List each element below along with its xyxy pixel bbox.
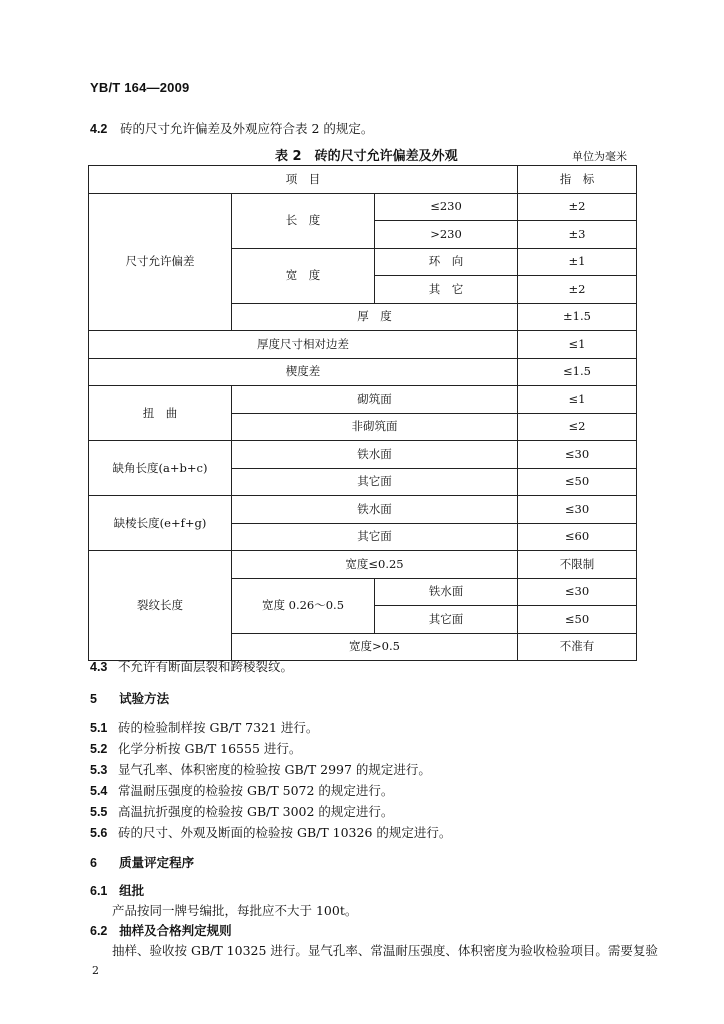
table-unit: 单位为毫米 bbox=[572, 150, 627, 163]
crack-width-2-iron: 铁水面 bbox=[375, 578, 518, 606]
table-row bbox=[89, 331, 637, 359]
group-size-deviation: 尺寸允许偏差 bbox=[89, 193, 232, 331]
crack-width-2: 宽度 0.26～0.5 bbox=[232, 578, 375, 633]
relative-edge-diff-value: ≤1 bbox=[518, 331, 637, 359]
clause-number: 6.1 bbox=[90, 884, 108, 898]
clause-title: 抽样及合格判定规则 bbox=[119, 923, 232, 938]
warp-masonry-value: ≤1 bbox=[518, 386, 637, 414]
corner-other: 其它面 bbox=[232, 468, 518, 496]
clause-5-5 bbox=[90, 802, 393, 820]
table-row bbox=[89, 441, 637, 469]
section-number: 6 bbox=[90, 856, 97, 870]
crack-width-2-other: 其它面 bbox=[375, 606, 518, 634]
clause-number: 4.2 bbox=[90, 122, 108, 136]
warp-nonmasonry-value: ≤2 bbox=[518, 413, 637, 441]
width-ring-value: ±1 bbox=[518, 248, 637, 276]
section-title: 质量评定程序 bbox=[119, 855, 195, 870]
crack-width-3: 宽度>0.5 bbox=[232, 633, 518, 661]
clause-text: 高温抗折强度的检验按 GB/T 3002 的规定进行。 bbox=[117, 804, 394, 819]
clause-number: 4.3 bbox=[90, 660, 108, 674]
warp-label: 扭 曲 bbox=[89, 386, 232, 441]
clause-number: 5.3 bbox=[90, 763, 108, 777]
clause-5-4 bbox=[90, 781, 393, 799]
table-row bbox=[89, 551, 637, 579]
table-caption: 表 2 砖的尺寸允许偏差及外观 bbox=[275, 149, 458, 164]
corner-other-value: ≤50 bbox=[518, 468, 637, 496]
crack-width-3-value: 不准有 bbox=[518, 633, 637, 661]
corner-iron-value: ≤30 bbox=[518, 441, 637, 469]
table-2 bbox=[88, 165, 637, 661]
clause-number: 5.5 bbox=[90, 805, 108, 819]
page-number: 2 bbox=[92, 964, 99, 977]
length-gt230: >230 bbox=[375, 221, 518, 249]
clause-4-3 bbox=[90, 657, 293, 675]
wedge-diff-value: ≤1.5 bbox=[518, 358, 637, 386]
clause-5-3 bbox=[90, 760, 431, 778]
edge-other-value: ≤60 bbox=[518, 523, 637, 551]
edge-iron: 铁水面 bbox=[232, 496, 518, 524]
edge-label: 缺棱长度(e+f+g) bbox=[89, 496, 232, 551]
crack-width-2-other-value: ≤50 bbox=[518, 606, 637, 634]
crack-label: 裂纹长度 bbox=[89, 551, 232, 661]
clause-6-2-heading bbox=[90, 920, 232, 939]
clause-text: 砖的尺寸、外观及断面的检验按 GB/T 10326 的规定进行。 bbox=[117, 825, 452, 840]
clause-title: 组批 bbox=[119, 883, 145, 898]
edge-other: 其它面 bbox=[232, 523, 518, 551]
width-other: 其 它 bbox=[375, 276, 518, 304]
length-label: 长 度 bbox=[232, 193, 375, 248]
clause-number: 5.4 bbox=[90, 784, 108, 798]
clause-6-2-text: 抽样、验收按 GB/T 10325 进行。显气孔率、常温耐压强度、体积密度为验收检验项目。需要复验 bbox=[112, 943, 658, 958]
length-gt230-value: ±3 bbox=[518, 221, 637, 249]
table-row bbox=[89, 496, 637, 524]
crack-width-1-value: 不限制 bbox=[518, 551, 637, 579]
warp-masonry: 砌筑面 bbox=[232, 386, 518, 414]
wedge-diff-label: 楔度差 bbox=[89, 358, 518, 386]
clause-text: 不允许有断面层裂和跨棱裂纹。 bbox=[117, 659, 293, 674]
length-le230: ≤230 bbox=[375, 193, 518, 221]
clause-number: 5.2 bbox=[90, 742, 108, 756]
table-header-row bbox=[89, 166, 637, 194]
corner-label: 缺角长度(a+b+c) bbox=[89, 441, 232, 496]
thickness-label: 厚 度 bbox=[232, 303, 518, 331]
clause-5-6 bbox=[90, 823, 451, 841]
section-number: 5 bbox=[90, 692, 97, 706]
table-row bbox=[89, 358, 637, 386]
section-5-heading bbox=[90, 688, 169, 707]
standard-code: YB/T 164—2009 bbox=[90, 80, 190, 95]
width-other-value: ±2 bbox=[518, 276, 637, 304]
table-row bbox=[89, 193, 637, 221]
clause-4-2 bbox=[90, 119, 373, 137]
section-6-heading bbox=[90, 852, 194, 871]
section-title: 试验方法 bbox=[119, 691, 170, 706]
clause-number: 5.6 bbox=[90, 826, 108, 840]
crack-width-1: 宽度≤0.25 bbox=[232, 551, 518, 579]
table-row bbox=[89, 386, 637, 414]
width-ring: 环 向 bbox=[375, 248, 518, 276]
crack-width-2-iron-value: ≤30 bbox=[518, 578, 637, 606]
clause-text: 砖的检验制样按 GB/T 7321 进行。 bbox=[117, 720, 319, 735]
warp-nonmasonry: 非砌筑面 bbox=[232, 413, 518, 441]
clause-text: 常温耐压强度的检验按 GB/T 5072 的规定进行。 bbox=[117, 783, 394, 798]
clause-number: 6.2 bbox=[90, 924, 108, 938]
corner-iron: 铁水面 bbox=[232, 441, 518, 469]
clause-text: 显气孔率、体积密度的检验按 GB/T 2997 的规定进行。 bbox=[117, 762, 431, 777]
clause-number: 5.1 bbox=[90, 721, 108, 735]
clause-6-1-heading bbox=[90, 880, 144, 899]
length-le230-value: ±2 bbox=[518, 193, 637, 221]
width-label: 宽 度 bbox=[232, 248, 375, 303]
clause-text: 砖的尺寸允许偏差及外观应符合表 2 的规定。 bbox=[119, 121, 374, 136]
clause-5-2 bbox=[90, 739, 301, 757]
relative-edge-diff-label: 厚度尺寸相对边差 bbox=[89, 331, 518, 359]
header-item: 项 目 bbox=[89, 166, 518, 194]
thickness-value: ±1.5 bbox=[518, 303, 637, 331]
clause-6-1-text: 产品按同一牌号编批，每批应不大于 100t。 bbox=[112, 903, 358, 918]
header-index: 指 标 bbox=[518, 166, 637, 194]
edge-iron-value: ≤30 bbox=[518, 496, 637, 524]
clause-text: 化学分析按 GB/T 16555 进行。 bbox=[117, 741, 302, 756]
clause-5-1 bbox=[90, 718, 318, 736]
